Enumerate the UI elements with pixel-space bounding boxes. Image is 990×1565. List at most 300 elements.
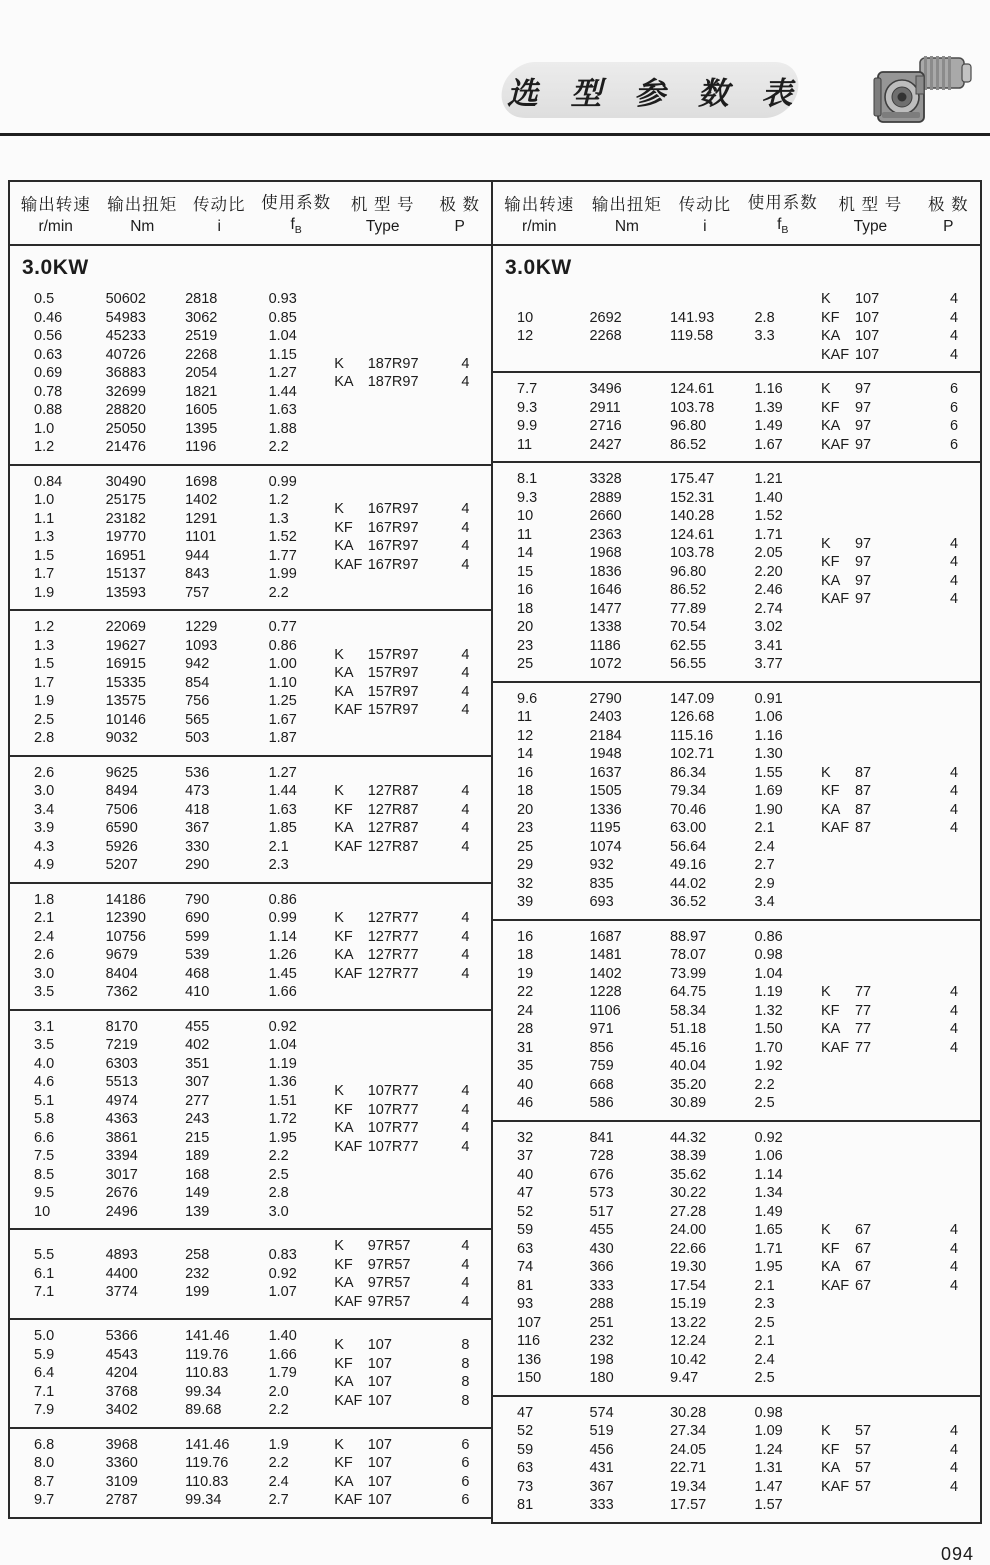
ratio-value: 473 [185, 783, 210, 799]
ratio-value: 73.99 [669, 965, 707, 982]
type-prefix: KF [334, 1256, 353, 1273]
output-torque-value: 1505 [589, 783, 622, 799]
type-prefix: KAF [820, 1478, 850, 1495]
type-prefix: K [334, 646, 344, 663]
ratio-value: 843 [185, 566, 210, 582]
service-factor-value: 2.20 [754, 563, 783, 580]
ratio-value: 690 [185, 910, 210, 926]
table-row [493, 727, 795, 746]
output-speed-value: 39 [517, 894, 534, 910]
service-factor-value: 2.1 [268, 838, 289, 855]
output-speed-value: 12 [517, 727, 534, 744]
output-speed-value: 35 [517, 1058, 534, 1074]
output-speed-value: 14 [517, 746, 534, 762]
output-speed-value: 8.5 [34, 1166, 55, 1183]
type-prefix: K [334, 355, 344, 372]
poles-value: 4 [949, 1222, 959, 1238]
service-factor-value: 1.25 [268, 693, 297, 709]
table-row [493, 946, 795, 965]
service-factor-value: 3.77 [754, 656, 783, 672]
ratio-value: 539 [185, 947, 210, 963]
header-output-speed: 输出转速 r/min [504, 195, 575, 235]
output-speed-value: 0.63 [34, 346, 63, 363]
output-speed-value: 47 [517, 1185, 534, 1201]
service-factor-value: 2.2 [268, 584, 289, 601]
output-speed-value: 1.7 [34, 674, 55, 691]
header-poles: 极 数 P [439, 195, 480, 235]
service-factor-value: 2.5 [754, 1095, 775, 1111]
type-row [795, 1478, 980, 1497]
poles-value: 4 [949, 346, 959, 363]
output-speed-value: 16 [517, 928, 534, 945]
ratio-value: 110.83 [185, 1473, 229, 1490]
table-row [493, 690, 795, 709]
type-prefix: K [820, 984, 831, 1000]
ratio-value: 19.34 [669, 1478, 707, 1495]
table-row [10, 420, 308, 439]
output-speed-value: 74 [517, 1259, 534, 1275]
output-torque-value: 2496 [105, 1203, 138, 1220]
output-torque-value: 1338 [589, 619, 622, 635]
output-torque-value: 676 [589, 1166, 614, 1183]
ratio-value: 402 [185, 1037, 210, 1053]
type-prefix: KA [334, 1120, 354, 1137]
type-list [308, 782, 491, 856]
output-torque-value: 431 [589, 1460, 614, 1476]
type-prefix: KF [334, 1455, 353, 1471]
type-prefix: KA [334, 1275, 354, 1291]
type-prefix: KF [334, 519, 353, 536]
service-factor-value: 1.52 [754, 508, 783, 524]
header-ratio: 传动比 i [678, 195, 732, 235]
service-factor-value: 1.79 [268, 1365, 297, 1381]
service-factor-value: 1.50 [754, 1021, 783, 1037]
output-speed-value: 6.8 [34, 1436, 55, 1453]
output-speed-value: 1.3 [34, 529, 55, 545]
output-torque-value: 1646 [589, 582, 622, 598]
output-speed-value: 1.9 [34, 693, 55, 709]
output-torque-value: 14186 [105, 891, 146, 908]
type-row [308, 1293, 491, 1312]
type-list [308, 355, 491, 392]
table-row [493, 708, 795, 727]
type-size: 107 [367, 1337, 392, 1354]
type-prefix: K [334, 501, 344, 518]
data-rows [10, 1018, 308, 1222]
service-factor-value: 0.85 [268, 309, 297, 326]
output-speed-value: 20 [517, 619, 534, 635]
service-factor-value: 3.4 [754, 894, 775, 910]
ratio-value: 96.80 [669, 418, 707, 434]
table-row [493, 1184, 795, 1203]
output-speed-value: 59 [517, 1222, 534, 1238]
table-row [10, 1436, 308, 1455]
output-speed-value: 20 [517, 801, 534, 818]
spec-block [493, 919, 980, 1120]
type-size: 107 [367, 1473, 392, 1490]
type-size: 127R77 [367, 965, 419, 982]
output-speed-value: 5.1 [34, 1092, 55, 1109]
ratio-value: 175.47 [669, 471, 715, 487]
type-row [308, 801, 491, 820]
service-factor-value: 1.00 [268, 656, 297, 672]
ratio-value: 307 [185, 1074, 210, 1090]
table-row [493, 581, 795, 600]
spec-block [493, 283, 980, 371]
table-row [493, 544, 795, 563]
type-size: 77 [854, 1021, 872, 1037]
table-row [10, 1166, 308, 1185]
type-row [308, 909, 491, 928]
ratio-value: 24.00 [669, 1222, 707, 1238]
data-rows [493, 470, 795, 674]
service-factor-value: 0.92 [754, 1129, 783, 1146]
ratio-value: 1291 [185, 510, 218, 527]
output-torque-value: 45233 [105, 328, 146, 344]
service-factor-value: 1.16 [754, 727, 783, 744]
table-row [10, 1265, 308, 1284]
ratio-value: 215 [185, 1129, 210, 1146]
output-torque-value: 586 [589, 1095, 614, 1111]
ratio-value: 89.68 [185, 1402, 222, 1418]
ratio-value: 63.00 [669, 820, 707, 836]
table-row [493, 1422, 795, 1441]
service-factor-value: 2.4 [754, 1351, 775, 1368]
output-torque-value: 180 [589, 1370, 614, 1386]
type-prefix: KA [820, 1259, 841, 1275]
poles-value: 4 [949, 1441, 959, 1458]
type-row [308, 519, 491, 538]
type-size: 107R77 [367, 1138, 419, 1155]
table-row [493, 1147, 795, 1166]
service-factor-value: 0.86 [268, 891, 297, 908]
service-factor-value: 1.57 [754, 1497, 783, 1513]
service-factor-value: 0.86 [268, 637, 297, 654]
data-rows [493, 380, 795, 454]
output-torque-value: 5513 [105, 1074, 138, 1090]
output-speed-value: 6.4 [34, 1365, 55, 1381]
type-prefix: KA [334, 820, 354, 836]
type-row [795, 1221, 980, 1240]
service-factor-value: 1.40 [754, 489, 783, 506]
output-speed-value: 11 [517, 709, 533, 725]
spec-block [493, 461, 980, 681]
type-list [308, 1082, 491, 1156]
service-factor-value: 2.0 [268, 1383, 289, 1400]
type-prefix: KA [820, 801, 841, 818]
type-prefix: KA [334, 947, 354, 963]
output-speed-value: 8.7 [34, 1473, 55, 1490]
poles-value: 4 [461, 820, 470, 836]
service-factor-value: 2.4 [268, 1473, 289, 1490]
table-row [493, 1129, 795, 1148]
ratio-value: 942 [185, 656, 210, 672]
poles-value: 4 [461, 1238, 470, 1254]
type-size: 107 [367, 1392, 392, 1409]
service-factor-value: 1.95 [268, 1129, 297, 1146]
type-prefix: KF [820, 1002, 840, 1019]
table-row [10, 1283, 308, 1302]
type-row [795, 417, 980, 436]
output-torque-value: 9032 [105, 730, 138, 746]
header-type: 机 型 号 Type [838, 195, 903, 235]
service-factor-value: 1.04 [268, 328, 297, 344]
service-factor-value: 0.98 [754, 947, 783, 963]
output-torque-value: 9625 [105, 764, 138, 781]
table-row [493, 507, 795, 526]
output-speed-value: 1.1 [34, 510, 55, 527]
table-row [10, 711, 308, 730]
type-size: 107 [854, 309, 880, 326]
service-factor-value: 1.49 [754, 1203, 783, 1220]
service-factor-value: 1.47 [754, 1478, 783, 1495]
poles-value: 4 [949, 554, 959, 571]
table-row [493, 1057, 795, 1076]
table-row [493, 1332, 795, 1351]
poles-value: 4 [461, 702, 470, 719]
type-row [795, 983, 980, 1002]
ratio-value: 17.57 [669, 1497, 707, 1513]
output-speed-value: 0.78 [34, 383, 63, 400]
service-factor-value: 1.52 [268, 529, 297, 545]
service-factor-value: 2.7 [754, 857, 775, 873]
table-row [10, 309, 308, 328]
type-size: 157R97 [367, 702, 419, 719]
service-factor-value: 1.16 [754, 381, 783, 397]
output-torque-value: 2427 [589, 436, 622, 453]
poles-value: 4 [949, 820, 959, 836]
type-prefix: KAF [820, 591, 850, 608]
output-speed-value: 81 [517, 1277, 534, 1294]
poles-value: 4 [461, 783, 470, 799]
service-factor-value: 1.44 [268, 783, 297, 799]
table-row [10, 1092, 308, 1111]
service-factor-value: 1.04 [754, 965, 783, 982]
output-speed-value: 10 [517, 309, 534, 326]
ratio-value: 49.16 [669, 857, 707, 873]
output-torque-value: 4363 [105, 1111, 138, 1127]
type-size: 107 [367, 1355, 392, 1372]
output-torque-value: 4974 [105, 1092, 138, 1109]
output-torque-value: 367 [589, 1478, 614, 1495]
service-factor-value: 1.07 [268, 1284, 297, 1301]
table-row [493, 1240, 795, 1259]
table-row [493, 309, 795, 328]
output-torque-value: 232 [589, 1333, 614, 1349]
table-row [493, 489, 795, 508]
data-rows [10, 1327, 308, 1420]
type-row [795, 1258, 980, 1277]
output-torque-value: 5207 [105, 857, 138, 873]
type-prefix: KF [334, 801, 353, 818]
ratio-value: 199 [185, 1284, 210, 1301]
type-size: 157R97 [367, 646, 419, 663]
table-row [10, 856, 308, 875]
table-row [493, 1094, 795, 1113]
data-rows [10, 1436, 308, 1510]
type-prefix: KAF [334, 1492, 363, 1508]
data-rows [10, 473, 308, 603]
spec-block [10, 882, 491, 1009]
service-factor-value: 1.77 [268, 547, 297, 564]
ratio-value: 168 [185, 1166, 210, 1183]
output-torque-value: 693 [589, 894, 614, 910]
table-row [10, 473, 308, 492]
service-factor-value: 2.2 [268, 1148, 289, 1164]
type-prefix: KF [820, 1441, 840, 1458]
service-factor-value: 1.90 [754, 801, 783, 818]
spec-block [10, 283, 491, 464]
service-factor-value: 1.15 [268, 346, 297, 363]
output-speed-value: 9.7 [34, 1492, 55, 1508]
poles-value: 4 [949, 1002, 959, 1019]
output-torque-value: 2363 [589, 526, 622, 543]
output-speed-value: 8.0 [34, 1455, 55, 1471]
type-prefix: KA [334, 1473, 354, 1490]
type-list [795, 380, 980, 454]
output-torque-value: 1072 [589, 656, 622, 672]
output-torque-value: 517 [589, 1203, 614, 1220]
output-torque-value: 2787 [105, 1492, 138, 1508]
ratio-value: 330 [185, 838, 210, 855]
service-factor-value: 1.21 [754, 471, 783, 487]
service-factor-value: 1.66 [268, 984, 297, 1000]
service-factor-value: 1.04 [268, 1037, 297, 1053]
service-factor-value: 1.87 [268, 730, 297, 746]
ratio-value: 410 [185, 984, 210, 1000]
type-list [308, 1237, 491, 1311]
output-torque-value: 3968 [105, 1436, 138, 1453]
output-speed-value: 47 [517, 1404, 534, 1421]
type-prefix: KF [334, 928, 353, 945]
spec-block [10, 1427, 491, 1517]
type-size: 97 [854, 436, 872, 453]
table-row [493, 563, 795, 582]
type-size: 57 [854, 1460, 872, 1476]
output-speed-value: 3.0 [34, 965, 55, 982]
type-size: 127R87 [367, 820, 419, 836]
data-rows [493, 309, 795, 346]
table-row [493, 470, 795, 489]
type-row [308, 1138, 491, 1157]
type-row [795, 782, 980, 801]
table-row [10, 383, 308, 402]
table-row [10, 891, 308, 910]
type-row [795, 1020, 980, 1039]
ratio-value: 70.54 [669, 619, 707, 635]
output-torque-value: 7219 [105, 1037, 138, 1053]
service-factor-value: 2.05 [754, 545, 783, 561]
poles-value: 4 [949, 535, 959, 552]
poles-value: 6 [461, 1492, 470, 1508]
type-row [795, 801, 980, 820]
type-row [795, 590, 980, 609]
table-row [10, 1383, 308, 1402]
output-speed-value: 0.69 [34, 365, 63, 381]
poles-value: 4 [949, 1039, 959, 1056]
output-speed-value: 40 [517, 1076, 534, 1093]
type-row [795, 327, 980, 346]
service-factor-value: 2.5 [754, 1370, 775, 1386]
poles-value: 4 [461, 1256, 470, 1273]
type-size: 67 [854, 1240, 872, 1257]
table-row [10, 1401, 308, 1420]
type-row [795, 572, 980, 591]
type-prefix: KAF [334, 556, 363, 573]
output-speed-value: 40 [517, 1166, 534, 1183]
table-row [10, 1454, 308, 1473]
type-size: 97 [854, 591, 872, 608]
ratio-value: 3062 [185, 309, 218, 326]
output-speed-value: 1.5 [34, 656, 55, 672]
table-row [493, 637, 795, 656]
output-torque-value: 1228 [589, 984, 622, 1000]
ratio-value: 232 [185, 1265, 210, 1282]
type-list [795, 290, 980, 364]
table-row [493, 1295, 795, 1314]
table-row [493, 1404, 795, 1423]
spec-block [10, 1228, 491, 1318]
type-size: 127R87 [367, 801, 419, 818]
ratio-value: 757 [185, 584, 210, 601]
table-row [10, 364, 308, 383]
table-row [493, 875, 795, 894]
type-size: 97 [854, 535, 872, 552]
poles-value: 8 [461, 1355, 470, 1372]
output-torque-value: 3328 [589, 471, 622, 487]
type-row [308, 646, 491, 665]
output-speed-value: 2.6 [34, 764, 55, 781]
ratio-value: 536 [185, 764, 210, 781]
output-torque-value: 6590 [105, 820, 138, 836]
type-prefix: KAF [820, 820, 850, 836]
type-prefix: K [334, 910, 344, 926]
table-row [493, 1496, 795, 1515]
poles-value: 4 [461, 965, 470, 982]
poles-value: 4 [949, 291, 959, 307]
table-row [10, 565, 308, 584]
output-torque-value: 4543 [105, 1346, 138, 1363]
type-prefix: KA [334, 683, 354, 700]
output-speed-value: 5.9 [34, 1346, 55, 1363]
output-torque-value: 3768 [105, 1383, 138, 1400]
output-speed-value: 3.1 [34, 1018, 55, 1035]
output-speed-value: 16 [517, 764, 534, 781]
output-speed-value: 0.5 [34, 291, 55, 307]
type-prefix: KF [334, 1355, 353, 1372]
ratio-value: 27.28 [669, 1203, 707, 1220]
table-row [493, 1369, 795, 1388]
poles-value: 4 [461, 1101, 470, 1118]
output-speed-value: 3.4 [34, 801, 55, 818]
output-torque-value: 13575 [105, 693, 146, 709]
output-torque-value: 3109 [105, 1473, 138, 1490]
table-row [10, 584, 308, 603]
ratio-value: 51.18 [669, 1021, 707, 1037]
output-torque-value: 1836 [589, 563, 622, 580]
service-factor-value: 1.06 [754, 1148, 783, 1164]
service-factor-value: 1.71 [754, 1240, 783, 1257]
poles-value: 4 [949, 572, 959, 589]
type-row [795, 1039, 980, 1058]
service-factor-value: 3.0 [268, 1203, 289, 1220]
service-factor-value: 1.09 [754, 1423, 783, 1439]
type-row [308, 1119, 491, 1138]
ratio-value: 79.34 [669, 783, 707, 799]
table-row [493, 801, 795, 820]
right-table [491, 180, 982, 1524]
output-torque-value: 1106 [589, 1002, 621, 1019]
